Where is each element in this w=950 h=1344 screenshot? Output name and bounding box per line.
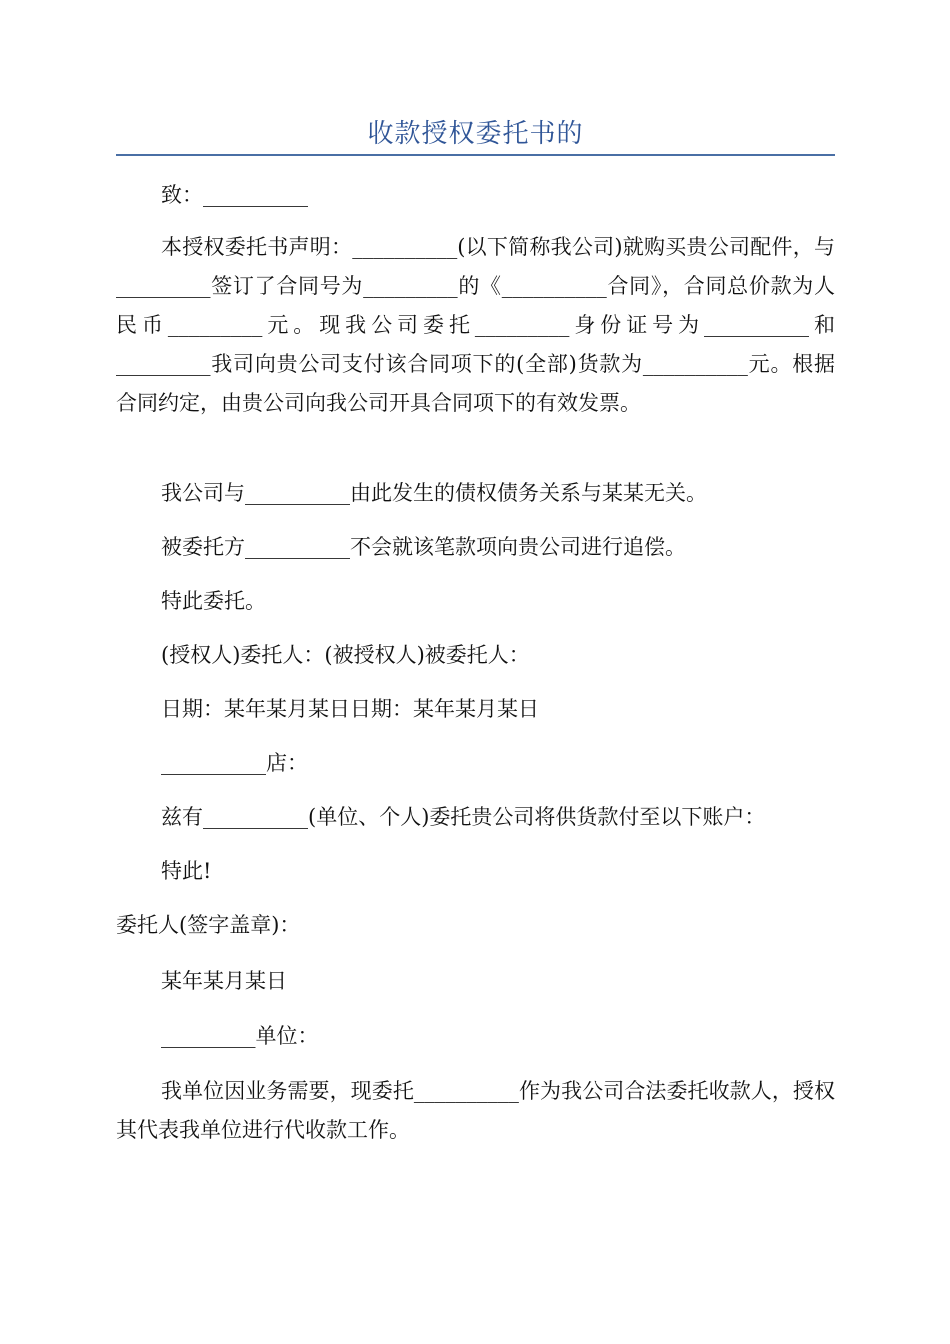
document-title: 收款授权委托书的 (367, 119, 584, 149)
store-line: __________店： (161, 751, 308, 775)
no-recourse-paragraph: 被委托方__________不会就该笔款项向贵公司进行追偿。 (161, 535, 686, 559)
payment-account-line: 兹有__________(单位、个人)委托贵公司将供货款付至以下账户： (161, 805, 766, 829)
unit-line: _________单位： (161, 1024, 319, 1048)
signature-line: 委托人(签字盖章)： (116, 913, 301, 937)
collection-authorization-paragraph: 我单位因业务需要，现委托__________作为我公司合法委托收款人，授权其代表我单位进行代收款工作。 (116, 1079, 835, 1142)
signature-date-line: 某年某月某日 (161, 969, 287, 993)
hereby-entrust-line: 特此委托。 (161, 589, 266, 613)
liability-paragraph: 我公司与__________由此发生的债权债务关系与某某无关。 (161, 481, 707, 505)
dates-line: 日期：某年某月某日日期：某年某月某日 (161, 697, 539, 721)
title-underline (116, 154, 835, 156)
declaration-paragraph: 本授权委托书声明：__________(以下简称我公司)就购买贵公司配件，与_________签订了合同号为_________的《__________合同》，合同总价款为人民币_________元。现我公司委托_________身份证号为__________和_________我司向贵公司支付该合同项下的(全部)货款为__________元。根据合同约定，由贵公司向我公司开具合同项下的有效发票。 (116, 235, 835, 415)
parties-line: (授权人)委托人：(被授权人)被委托人： (161, 643, 530, 667)
hereby-line: 特此! (161, 859, 212, 883)
addressee-line: 致：__________ (161, 183, 308, 207)
